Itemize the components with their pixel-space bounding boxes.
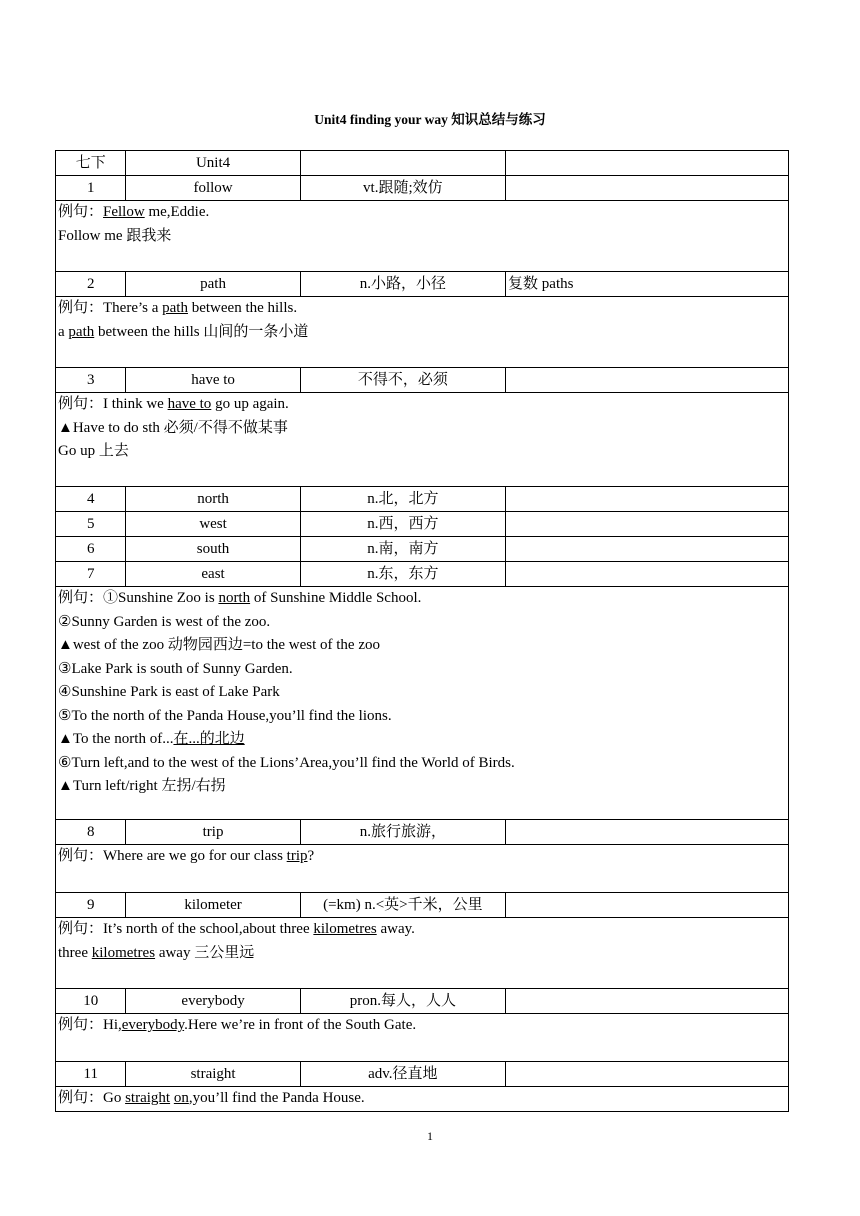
document-title: Unit4 finding your way 知识总结与练习 <box>314 112 546 127</box>
example-line: 例句：Go straight on,you’ll find the Panda House. <box>58 1090 365 1106</box>
word-meaning: (=km) n.<英>千米，公里 <box>300 893 505 918</box>
word-note <box>506 368 789 393</box>
word-number: 9 <box>56 893 126 918</box>
example-cell <box>56 918 789 989</box>
word-number: 8 <box>56 820 126 845</box>
word-meaning: n.北，北方 <box>300 487 505 512</box>
word-note <box>506 176 789 201</box>
header-unit: Unit4 <box>126 151 300 176</box>
word-note <box>506 893 789 918</box>
example-line: 例句：It’s north of the school,about three kilometres away. <box>58 921 415 937</box>
word-number: 10 <box>56 989 126 1014</box>
word-term: follow <box>126 176 300 201</box>
example-cell <box>56 393 789 487</box>
word-number: 1 <box>56 176 126 201</box>
word-term: north <box>126 487 300 512</box>
example-row <box>56 201 789 272</box>
example-cell <box>56 1014 789 1062</box>
word-term: path <box>126 272 300 297</box>
table-row <box>56 176 789 201</box>
word-meaning: n.旅行旅游， <box>300 820 505 845</box>
word-number: 6 <box>56 537 126 562</box>
word-number: 3 <box>56 368 126 393</box>
example-line: 例句：①Sunshine Zoo is north of Sunshine Middle School. <box>58 590 422 606</box>
word-meaning: pron.每人，人人 <box>300 989 505 1014</box>
example-line: ▲Have to do sth 必须/不得不做某事 <box>58 419 288 436</box>
page-number: 1 <box>427 1129 433 1143</box>
table-row <box>56 1062 789 1087</box>
word-term: south <box>126 537 300 562</box>
word-term: have to <box>126 368 300 393</box>
table-row <box>56 893 789 918</box>
example-line: ③Lake Park is south of Sunny Garden. <box>58 660 293 677</box>
example-line: ▲west of the zoo 动物园西边=to the west of the zoo <box>58 637 380 653</box>
table-header-row <box>56 151 789 176</box>
word-note <box>506 512 789 537</box>
word-term: west <box>126 512 300 537</box>
word-note <box>506 537 789 562</box>
word-note <box>506 562 789 587</box>
example-line: ④Sunshine Park is east of Lake Park <box>58 684 280 700</box>
word-meaning: 不得不，必须 <box>300 368 505 393</box>
word-term: straight <box>126 1062 300 1087</box>
example-line: a path between the hills 山间的一条小道 <box>58 323 309 340</box>
table-row <box>56 989 789 1014</box>
vocabulary-table <box>55 150 789 1112</box>
word-note <box>506 989 789 1014</box>
table-row <box>56 368 789 393</box>
word-number: 2 <box>56 272 126 297</box>
header-blank-1 <box>300 151 505 176</box>
word-meaning: vt.跟随;效仿 <box>300 176 505 201</box>
example-cell <box>56 297 789 368</box>
table-row <box>56 512 789 537</box>
example-line: ⑤To the north of the Panda House,you’ll find the lions. <box>58 707 392 724</box>
word-term: east <box>126 562 300 587</box>
example-line: three kilometres away 三公里远 <box>58 944 255 961</box>
word-meaning: n.南，南方 <box>300 537 505 562</box>
example-row <box>56 845 789 893</box>
example-cell <box>56 1087 789 1112</box>
example-line: 例句：There’s a path between the hills. <box>58 300 298 316</box>
example-row <box>56 393 789 487</box>
word-meaning: n.东，东方 <box>300 562 505 587</box>
header-blank-2 <box>506 151 789 176</box>
example-line: ⑥Turn left,and to the west of the Lions’Area,you’ll find the World of Birds. <box>58 754 515 771</box>
word-number: 11 <box>56 1062 126 1087</box>
table-row <box>56 562 789 587</box>
example-cell <box>56 845 789 893</box>
header-grade: 七下 <box>56 151 126 176</box>
table-row <box>56 487 789 512</box>
table-row <box>56 272 789 297</box>
example-row <box>56 918 789 989</box>
example-row <box>56 1014 789 1062</box>
word-note <box>506 1062 789 1087</box>
word-number: 4 <box>56 487 126 512</box>
example-line: 例句：I think we have to go up again. <box>58 396 289 412</box>
example-line: Go up 上去 <box>58 443 129 459</box>
word-note <box>506 820 789 845</box>
word-number: 7 <box>56 562 126 587</box>
word-number: 5 <box>56 512 126 537</box>
example-line: 例句：Hi,everybody.Here we’re in front of the South Gate. <box>58 1017 417 1033</box>
word-term: kilometer <box>126 893 300 918</box>
table-row <box>56 537 789 562</box>
word-meaning: n.西，西方 <box>300 512 505 537</box>
word-note <box>506 487 789 512</box>
example-cell <box>56 201 789 272</box>
example-cell <box>56 587 789 820</box>
word-meaning: n.小路，小径 <box>300 272 505 297</box>
example-row <box>56 587 789 820</box>
example-line: ▲To the north of...在...的北边 <box>58 731 245 747</box>
example-line: 例句：Fellow me,Eddie. <box>58 204 210 220</box>
example-row <box>56 1087 789 1112</box>
example-row <box>56 297 789 368</box>
example-line: 例句：Where are we go for our class trip? <box>58 848 315 864</box>
example-line: ②Sunny Garden is west of the zoo. <box>58 613 271 630</box>
example-line: Follow me 跟我来 <box>58 227 172 244</box>
word-term: everybody <box>126 989 300 1014</box>
table-row <box>56 820 789 845</box>
word-meaning: adv.径直地 <box>300 1062 505 1087</box>
example-line: ▲Turn left/right 左拐/右拐 <box>58 778 226 794</box>
word-term: trip <box>126 820 300 845</box>
word-note: 复数 paths <box>506 272 789 297</box>
